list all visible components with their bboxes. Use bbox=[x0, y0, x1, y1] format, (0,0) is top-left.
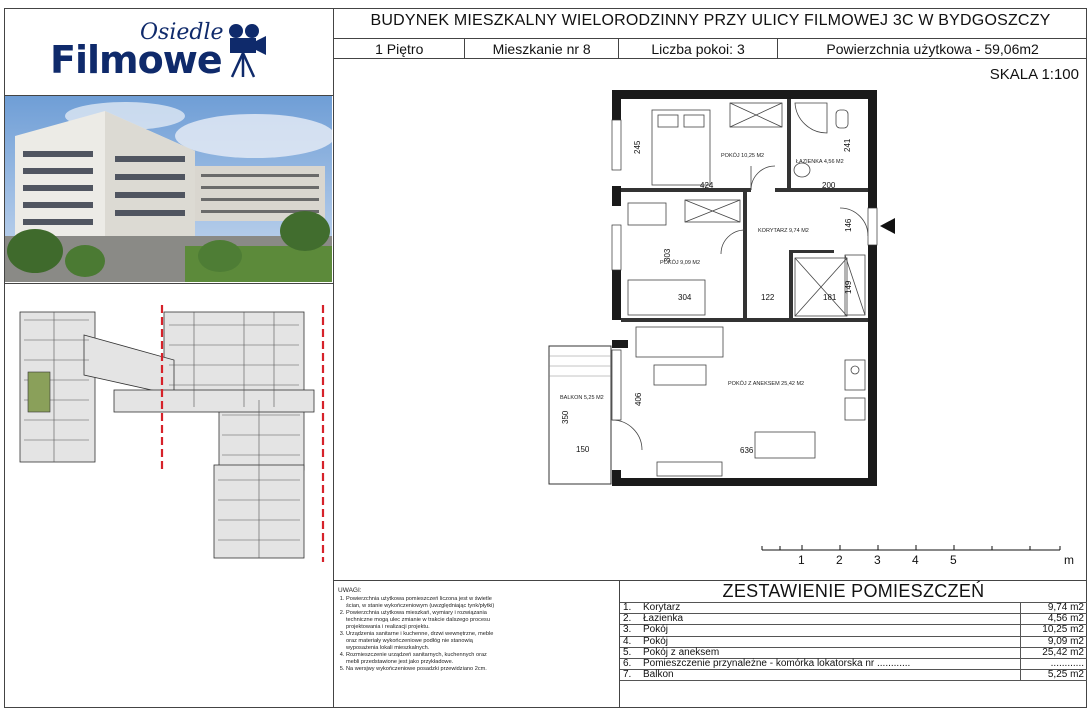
note-item: 3. Urządzenia sanitarne i kuchenne, drzwi wewnętrzne, meble oraz materiały wykończeniowe podłóg nie stanowią wyposażenia lokali mieszkalnych. bbox=[346, 631, 498, 652]
notes-heading: UWAGI: bbox=[338, 587, 362, 594]
row-name: Pokój bbox=[640, 625, 1021, 636]
table-row bbox=[620, 636, 1087, 647]
row-area: 4,56 m2 bbox=[1021, 614, 1088, 625]
logo-main-text: Filmowe bbox=[50, 38, 222, 82]
note-item: 2. Powierzchnia użytkowa mieszkań, wymiary i rozwiązania techniczne mogą ulec zmianie w trakcie dalszego procesu projektowania i realizacji projektu. bbox=[346, 610, 498, 631]
row-number: 6. bbox=[620, 659, 640, 670]
row-name: Balkon bbox=[640, 670, 1021, 681]
scale-tick-2: 2 bbox=[836, 553, 843, 567]
floor-label: 1 Piętro bbox=[334, 39, 465, 58]
dim-636: 636 bbox=[740, 446, 754, 455]
row-number: 1. bbox=[620, 603, 640, 614]
room-label-lazienka: ŁAZIENKA 4,56 M2 bbox=[796, 159, 844, 165]
usable-area: Powierzchnia użytkowa - 59,06m2 bbox=[826, 40, 1039, 57]
building-render-image bbox=[5, 96, 332, 282]
row-name: Pokój bbox=[640, 636, 1021, 647]
row-area: 25,42 m2 bbox=[1021, 647, 1088, 658]
dim-406: 406 bbox=[634, 392, 643, 406]
room-label-pokoj2: POKÓJ 9,09 M2 bbox=[660, 260, 701, 266]
dim-122: 122 bbox=[761, 293, 775, 302]
note-item: 1. Powierzchnia użytkowa pomieszczeń liczona jest w świetle ścian, w stanie wykończeniowym (uwzględniając tynk/płytki) bbox=[346, 596, 498, 610]
row-area: 9,74 m2 bbox=[1021, 603, 1088, 614]
interior-walls bbox=[621, 99, 868, 322]
dim-241: 241 bbox=[843, 138, 852, 152]
scale-label: SKALA 1:100 bbox=[989, 66, 1079, 83]
note-item: 5. Na wersjwy wykończeniowe posadzki przewidziano 2cm. bbox=[346, 666, 498, 673]
row-name: Łazienka bbox=[640, 614, 1021, 625]
logo-script-text: Osiedle bbox=[140, 20, 224, 45]
apartment-number: Mieszkanie nr 8 bbox=[465, 39, 618, 58]
dim-303: 303 bbox=[663, 248, 672, 262]
room-label-pokoj1: POKÓJ 10,25 M2 bbox=[721, 153, 765, 159]
building-title: BUDYNEK MIESZKALNY WIELORODZINNY PRZY ULICY FILMOWEJ 3C W BYDGOSZCZY bbox=[370, 12, 1051, 29]
film-camera-icon bbox=[226, 22, 268, 80]
dim-304: 304 bbox=[678, 293, 692, 302]
balcony-outline bbox=[549, 346, 611, 484]
row-area: 10,25 m2 bbox=[1021, 625, 1088, 636]
apartment-info-row bbox=[334, 38, 1087, 59]
table-row bbox=[620, 647, 1087, 658]
row-number: 3. bbox=[620, 625, 640, 636]
row-number: 7. bbox=[620, 670, 640, 681]
dim-200: 200 bbox=[822, 181, 836, 190]
photo-bottom-divider bbox=[4, 283, 334, 284]
dim-149: 149 bbox=[844, 280, 853, 294]
rooms-table bbox=[620, 602, 1087, 681]
dim-150: 150 bbox=[576, 445, 590, 454]
row-area: 5,25 m2 bbox=[1021, 670, 1088, 681]
room-label-korytarz: KORYTARZ 9,74 M2 bbox=[758, 228, 809, 234]
row-area: 9,09 m2 bbox=[1021, 636, 1088, 647]
scale-tick-5: 5 bbox=[950, 553, 957, 567]
dim-146: 146 bbox=[844, 218, 853, 232]
row-number: 5. bbox=[620, 647, 640, 658]
dim-424: 424 bbox=[700, 181, 714, 190]
dim-181: 181 bbox=[823, 293, 837, 302]
dim-350: 350 bbox=[561, 410, 570, 424]
row-name: Korytarz bbox=[640, 603, 1021, 614]
entrance-arrow-icon bbox=[880, 218, 895, 234]
row-name: Pomieszczenie przynależne - komórka lokatorska nr ............ bbox=[640, 659, 1021, 670]
row-number: 4. bbox=[620, 636, 640, 647]
scale-tick-3: 3 bbox=[874, 553, 881, 567]
scale-tick-4: 4 bbox=[912, 553, 919, 567]
rooms-count: Liczba pokoi: 3 bbox=[619, 39, 778, 58]
scale-unit: m bbox=[1064, 553, 1074, 567]
scale-tick-1: 1 bbox=[798, 553, 805, 567]
rooms-table-title: ZESTAWIENIE POMIESZCZEŃ bbox=[722, 581, 985, 601]
scale-bar bbox=[760, 540, 1080, 570]
table-row bbox=[620, 670, 1087, 681]
row-area: ............ bbox=[1021, 659, 1088, 670]
floor-plan bbox=[540, 84, 900, 494]
notes-block bbox=[338, 587, 498, 673]
site-plan-image bbox=[14, 300, 334, 565]
room-label-pokoj3: POKÓJ Z ANEKSEM 25,42 M2 bbox=[728, 381, 805, 387]
dim-245: 245 bbox=[633, 140, 642, 154]
room-label-balkon: BALKON 5,25 M2 bbox=[560, 395, 604, 401]
table-row bbox=[620, 614, 1087, 625]
row-number: 2. bbox=[620, 614, 640, 625]
table-row bbox=[620, 625, 1087, 636]
table-row bbox=[620, 659, 1087, 670]
table-row bbox=[620, 603, 1087, 614]
row-name: Pokój z aneksem bbox=[640, 647, 1021, 658]
note-item: 4. Rozmieszczenie urządzeń sanitarnych, kuchennych oraz mebli przedstawione jest jako przykładowe. bbox=[346, 652, 498, 666]
